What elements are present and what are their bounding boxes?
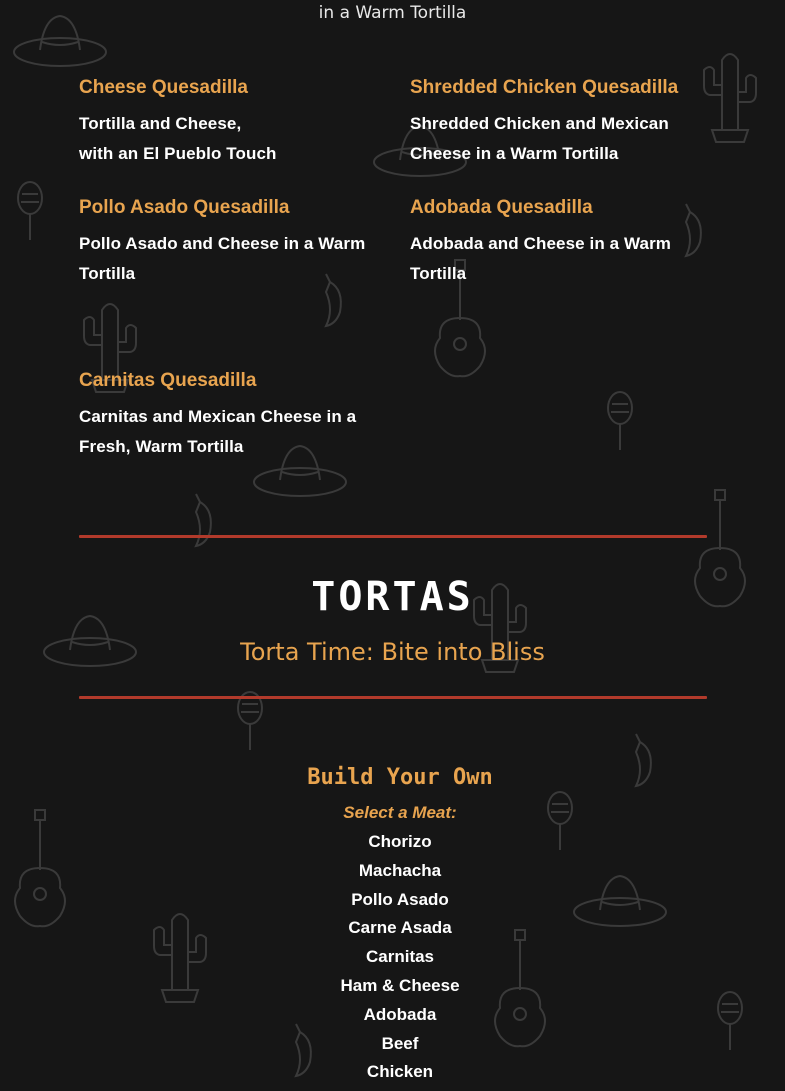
- meat-option: Adobada: [363, 1004, 437, 1024]
- meat-option: Machacha: [358, 860, 442, 880]
- meat-option: Ham & Cheese: [340, 975, 460, 995]
- section-divider-top: [79, 535, 707, 538]
- meat-option: Carne Asada: [348, 918, 452, 938]
- menu-item-carnitas-quesadilla: [79, 368, 379, 462]
- item-name: Shredded Chicken Quesadilla: [410, 77, 679, 98]
- previous-item-tagline: in a Warm Tortilla: [318, 3, 467, 23]
- menu-item-shredded-chicken-quesadilla: [410, 75, 710, 169]
- build-your-own-title: Build Your Own: [307, 765, 493, 790]
- item-name: Pollo Asado Quesadilla: [79, 197, 290, 218]
- item-description: Shredded Chicken and Mexican Cheese in a Warm Tortilla: [410, 114, 669, 163]
- section-divider-bottom: [79, 696, 707, 699]
- meat-option: Beef: [381, 1033, 419, 1053]
- meat-option: Carnitas: [365, 947, 435, 967]
- meat-option: Chicken: [366, 1062, 434, 1082]
- select-meat-label: Select a Meat:: [343, 803, 457, 822]
- item-description: Pollo Asado and Cheese in a Warm Tortilla: [79, 234, 366, 283]
- section-title-tortas: TORTAS: [311, 574, 474, 620]
- item-name: Adobada Quesadilla: [410, 197, 593, 218]
- meat-option: Pollo Asado: [351, 889, 449, 909]
- item-name: Carnitas Quesadilla: [79, 370, 257, 391]
- meat-option: Chorizo: [368, 832, 432, 851]
- item-name: Cheese Quesadilla: [79, 77, 248, 98]
- item-description: Carnitas and Mexican Cheese in a Fresh, Warm Tortilla: [79, 407, 357, 456]
- menu-item-pollo-asado-quesadilla: [79, 195, 379, 289]
- menu-item-cheese-quesadilla: [79, 75, 379, 169]
- item-description: Adobada and Cheese in a Warm Tortilla: [410, 234, 672, 283]
- item-description: Tortilla and Cheese, with an El Pueblo Touch: [79, 114, 277, 163]
- menu-item-adobada-quesadilla: [410, 195, 710, 289]
- section-subtitle-tortas: Torta Time: Bite into Bliss: [240, 638, 545, 666]
- meat-options-list: [0, 828, 785, 1087]
